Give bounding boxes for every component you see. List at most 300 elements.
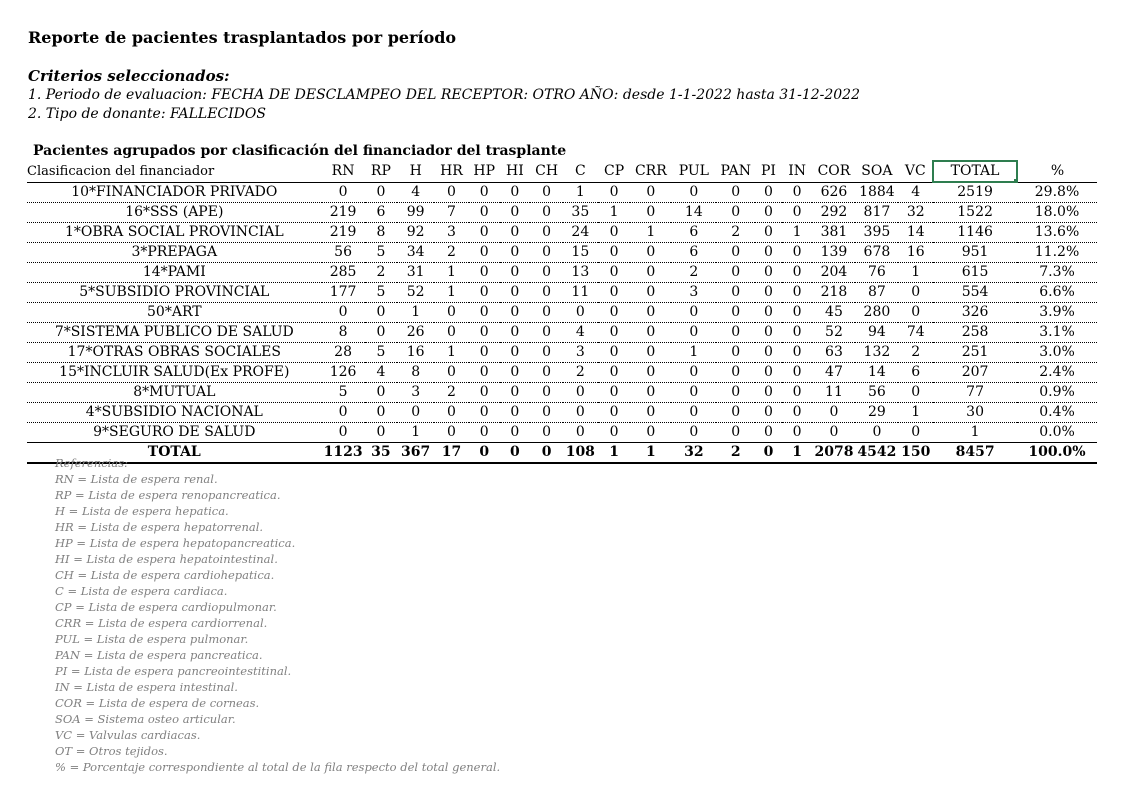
cell-ch: 0 (542, 244, 552, 260)
cell-pi: 0 (764, 304, 773, 320)
row-label: 16*SSS (APE) (125, 204, 224, 220)
reference-item: PUL = Lista de espera pulmonar. (55, 632, 249, 646)
cell-soa: 132 (863, 344, 891, 360)
cell-rp: 5 (376, 244, 386, 260)
cell-vc: 150 (901, 444, 931, 460)
cell-soa: 1884 (859, 184, 895, 200)
cell-crr: 0 (646, 204, 656, 220)
cell-cp: 0 (609, 344, 619, 360)
cell-in: 0 (792, 244, 802, 260)
cell-hr: 0 (447, 424, 456, 440)
row-label: 8*MUTUAL (133, 384, 216, 400)
cell-cor: 626 (820, 184, 848, 200)
cell-cp: 0 (609, 224, 619, 240)
cell-ch: 0 (542, 264, 552, 280)
cell-h: 31 (406, 264, 425, 280)
cell-hr: 1 (447, 344, 456, 360)
cell-cp: 0 (609, 424, 619, 440)
cell-cp: 0 (609, 384, 619, 400)
header-hr: HR (440, 162, 463, 179)
cell-cor: 0 (829, 404, 839, 420)
cell-ch: 0 (542, 424, 552, 440)
row-label: 14*PAMI (142, 264, 206, 280)
cell-h: 8 (411, 364, 421, 380)
cell-hi: 0 (510, 424, 520, 440)
cell-percent: 100.0% (1028, 444, 1086, 460)
cell-cor: 47 (825, 364, 843, 380)
cell-crr: 0 (646, 244, 656, 260)
cell-percent: 6.6% (1039, 284, 1075, 300)
cell-hi: 0 (510, 304, 520, 320)
cell-cp: 1 (609, 204, 619, 220)
cell-rn: 28 (334, 344, 352, 360)
cell-pi: 0 (764, 424, 773, 440)
cell-rp: 4 (376, 364, 386, 380)
cell-pul: 0 (689, 184, 699, 200)
cell-pul: 0 (689, 324, 699, 340)
cell-pul: 0 (689, 404, 699, 420)
reference-item: HP = Lista de espera hepatopancreatica. (55, 536, 296, 550)
cell-total: 8457 (955, 444, 995, 460)
cell-hi: 0 (510, 444, 520, 460)
row-label: 1*OBRA SOCIAL PROVINCIAL (64, 224, 284, 240)
cell-hp: 0 (479, 324, 489, 340)
table-row (27, 323, 1097, 343)
cell-soa: 4542 (857, 444, 897, 460)
cell-hi: 0 (510, 324, 520, 340)
cell-ch: 0 (542, 364, 552, 380)
reference-item: PAN = Lista de espera pancreatica. (55, 648, 263, 662)
header-cor: COR (817, 162, 851, 179)
reference-item: IN = Lista de espera intestinal. (55, 680, 238, 694)
cell-crr: 0 (646, 324, 656, 340)
cell-rn: 0 (338, 304, 348, 320)
row-label: 17*OTRAS OBRAS SOCIALES (67, 344, 281, 360)
cell-vc: 14 (906, 224, 925, 240)
cell-cp: 0 (609, 324, 619, 340)
cell-c: 24 (571, 224, 590, 240)
cell-total: 326 (961, 304, 989, 320)
cell-rn: 0 (338, 424, 348, 440)
cell-rn: 0 (338, 184, 348, 200)
table-row (27, 182, 1097, 203)
cell-hi: 0 (510, 224, 520, 240)
criteria-heading: Criterios seleccionados: (28, 67, 230, 85)
cell-hi: 0 (510, 404, 520, 420)
cell-percent: 2.4% (1039, 364, 1075, 380)
cell-soa: 76 (867, 264, 886, 280)
cell-hp: 0 (479, 364, 489, 380)
cell-c: 0 (575, 384, 585, 400)
cell-crr: 0 (646, 424, 656, 440)
header-rn: RN (331, 162, 355, 179)
cell-c: 108 (565, 444, 595, 460)
cell-pi: 0 (764, 204, 773, 220)
cell-pan: 0 (731, 264, 741, 280)
cell-rp: 0 (376, 384, 386, 400)
cell-cp: 1 (609, 444, 619, 460)
reference-item: % = Porcentaje correspondiente al total de la fila respecto del total general. (55, 760, 501, 774)
reference-item: CP = Lista de espera cardiopulmonar. (55, 600, 277, 614)
cell-hr: 2 (447, 244, 456, 260)
cell-pi: 0 (764, 324, 773, 340)
cell-total: 951 (961, 244, 989, 260)
cell-pan: 0 (731, 304, 741, 320)
reference-item: H = Lista de espera hepatica. (55, 504, 229, 518)
cell-total: 554 (961, 284, 989, 300)
cell-hp: 0 (479, 284, 489, 300)
cell-rn: 219 (329, 224, 357, 240)
cell-pi: 0 (764, 364, 773, 380)
cell-c: 0 (575, 404, 585, 420)
reference-item: OT = Otros tejidos. (55, 744, 168, 758)
cell-soa: 280 (863, 304, 891, 320)
cell-pul: 3 (689, 284, 699, 300)
cell-c: 13 (571, 264, 590, 280)
cell-cor: 0 (829, 424, 839, 440)
cell-pi: 0 (764, 224, 773, 240)
cell-pan: 0 (731, 204, 741, 220)
cell-percent: 3.0% (1039, 344, 1075, 360)
cell-pul: 14 (684, 204, 703, 220)
cell-rp: 0 (376, 404, 386, 420)
cell-hr: 0 (447, 324, 456, 340)
criteria-line-2: 2. Tipo de donante: FALLECIDOS (28, 106, 266, 122)
cell-cor: 218 (820, 284, 848, 300)
table-row (27, 403, 1097, 423)
cell-hp: 0 (479, 344, 489, 360)
cell-rp: 0 (376, 184, 386, 200)
header-soa: SOA (861, 162, 893, 179)
cell-crr: 0 (646, 364, 656, 380)
cell-pul: 0 (689, 364, 699, 380)
table-row (27, 303, 1097, 323)
cell-vc: 32 (906, 204, 925, 220)
cell-cor: 52 (825, 324, 843, 340)
cell-pul: 1 (689, 344, 699, 360)
cell-pi: 0 (763, 444, 774, 460)
cell-total: 615 (961, 264, 989, 280)
cell-rn: 177 (329, 284, 357, 300)
reference-item: HI = Lista de espera hepatointestinal. (55, 552, 278, 566)
cell-hi: 0 (510, 204, 520, 220)
cell-hi: 0 (510, 344, 520, 360)
cell-percent: 7.3% (1039, 264, 1075, 280)
cell-soa: 87 (867, 284, 886, 300)
cell-pan: 2 (731, 224, 741, 240)
cell-total: 207 (961, 364, 989, 380)
cell-in: 0 (792, 204, 802, 220)
cell-crr: 0 (646, 264, 656, 280)
cell-percent: 11.2% (1034, 244, 1080, 260)
cell-hr: 1 (447, 264, 456, 280)
cell-cp: 0 (609, 184, 619, 200)
cell-hr: 7 (447, 204, 456, 220)
cell-hp: 0 (479, 444, 490, 460)
cell-percent: 0.9% (1039, 384, 1075, 400)
table-row (27, 343, 1097, 363)
cell-soa: 817 (863, 204, 891, 220)
cell-rn: 1123 (323, 444, 363, 460)
cell-cor: 2078 (814, 444, 854, 460)
cell-vc: 4 (911, 184, 921, 200)
cell-hr: 0 (447, 304, 456, 320)
cell-hi: 0 (510, 384, 520, 400)
cell-h: 34 (406, 244, 425, 260)
cell-pan: 0 (731, 344, 741, 360)
cell-hp: 0 (479, 204, 489, 220)
report-title: Reporte de pacientes trasplantados por período (28, 28, 457, 47)
cell-cor: 11 (825, 384, 843, 400)
reference-item: VC = Valvulas cardiacas. (55, 728, 201, 742)
row-label: 9*SEGURO DE SALUD (93, 424, 256, 440)
cell-cp: 0 (609, 404, 619, 420)
cell-vc: 6 (911, 364, 921, 380)
cell-hp: 0 (479, 184, 489, 200)
cell-total: 1 (970, 424, 980, 440)
cell-in: 0 (792, 284, 802, 300)
cell-in: 0 (792, 424, 802, 440)
cell-ch: 0 (542, 384, 552, 400)
cell-crr: 0 (646, 304, 656, 320)
cell-rp: 0 (376, 424, 386, 440)
row-label: 4*SUBSIDIO NACIONAL (85, 404, 263, 420)
cell-percent: 29.8% (1034, 184, 1080, 200)
cell-percent: 3.9% (1039, 304, 1075, 320)
cell-pul: 0 (689, 384, 699, 400)
cell-cp: 0 (609, 264, 619, 280)
cell-pan: 0 (731, 244, 741, 260)
cell-rp: 6 (376, 204, 386, 220)
cell-pul: 6 (689, 244, 699, 260)
cell-c: 15 (571, 244, 590, 260)
cell-hp: 0 (479, 244, 489, 260)
reference-item: CH = Lista de espera cardiohepatica. (55, 568, 275, 582)
cell-hi: 0 (510, 284, 520, 300)
cell-pul: 32 (684, 444, 704, 460)
cell-c: 0 (575, 424, 585, 440)
cell-h: 92 (406, 224, 425, 240)
cell-hr: 17 (441, 444, 462, 460)
header-vc: VC (904, 162, 926, 179)
cell-percent: 18.0% (1034, 204, 1080, 220)
reference-item: PI = Lista de espera pancreointestitinal. (55, 664, 292, 678)
table-header-row (27, 161, 1097, 182)
header-crr: CRR (634, 162, 667, 179)
table-row (27, 243, 1097, 263)
cell-rn: 219 (329, 204, 357, 220)
cell-rp: 0 (376, 324, 386, 340)
cell-vc: 0 (911, 284, 921, 300)
table-row (27, 363, 1097, 383)
cell-rp: 5 (376, 344, 386, 360)
cell-pi: 0 (764, 184, 773, 200)
cell-crr: 1 (646, 224, 656, 240)
cell-total: 251 (961, 344, 989, 360)
criteria-line-1: 1. Periodo de evaluacion: FECHA DE DESCLAMPEO DEL RECEPTOR: OTRO AÑO: desde 1-1-2022 hasta 31-12-2022 (28, 87, 860, 103)
cell-pul: 0 (689, 424, 699, 440)
cell-in: 1 (792, 444, 802, 460)
cell-pul: 2 (689, 264, 699, 280)
cell-h: 367 (401, 444, 431, 460)
header-cp: CP (603, 162, 625, 179)
header-c: C (574, 162, 586, 179)
cell-rp: 35 (371, 444, 391, 460)
cell-pi: 0 (764, 404, 773, 420)
cell-ch: 0 (542, 184, 552, 200)
cell-hi: 0 (510, 184, 520, 200)
cell-ch: 0 (542, 224, 552, 240)
cell-vc: 2 (911, 344, 921, 360)
row-label: 3*PREPAGA (131, 244, 218, 260)
row-label: 5*SUBSIDIO PROVINCIAL (79, 284, 270, 300)
cell-h: 1 (411, 424, 421, 440)
cell-in: 0 (792, 324, 802, 340)
report-table (27, 160, 1097, 464)
cell-h: 16 (406, 344, 425, 360)
cell-in: 0 (792, 184, 802, 200)
cell-total: 258 (961, 324, 989, 340)
cell-rn: 285 (329, 264, 357, 280)
cell-pi: 0 (764, 244, 773, 260)
cell-h: 1 (411, 304, 421, 320)
header-total-selected-cell[interactable]: TOTAL (933, 161, 1017, 182)
cell-pan: 0 (731, 284, 741, 300)
cell-cor: 139 (820, 244, 848, 260)
cell-pan: 0 (731, 364, 741, 380)
reference-item: CRR = Lista de espera cardiorrenal. (55, 616, 268, 630)
cell-rn: 8 (338, 324, 348, 340)
cell-crr: 0 (646, 284, 656, 300)
references-legend (55, 455, 500, 775)
cell-soa: 94 (867, 324, 886, 340)
cell-rp: 0 (376, 304, 386, 320)
cell-c: 35 (571, 204, 590, 220)
cell-rn: 126 (329, 364, 357, 380)
cell-cp: 0 (609, 304, 619, 320)
cell-pi: 0 (764, 284, 773, 300)
header-rp: RP (370, 162, 391, 179)
table-row (27, 223, 1097, 243)
cell-rp: 5 (376, 284, 386, 300)
cell-hp: 0 (479, 264, 489, 280)
cell-vc: 0 (911, 384, 921, 400)
cell-soa: 14 (867, 364, 886, 380)
cell-h: 3 (411, 384, 421, 400)
cell-pi: 0 (764, 264, 773, 280)
header-pi: PI (761, 162, 776, 179)
reference-item: HR = Lista de espera hepatorrenal. (55, 520, 264, 534)
cell-h: 0 (411, 404, 421, 420)
cell-cp: 0 (609, 244, 619, 260)
cell-crr: 0 (646, 184, 656, 200)
cell-soa: 56 (867, 384, 886, 400)
cell-in: 0 (792, 304, 802, 320)
cell-hr: 0 (447, 364, 456, 380)
table-subtitle: Pacientes agrupados por clasificación del financiador del trasplante (33, 143, 567, 159)
cell-hr: 0 (447, 184, 456, 200)
cell-ch: 0 (542, 204, 552, 220)
cell-hr: 3 (447, 224, 456, 240)
cell-pul: 6 (689, 224, 699, 240)
cell-ch: 0 (542, 304, 552, 320)
cell-c: 0 (575, 304, 585, 320)
cell-hi: 0 (510, 244, 520, 260)
row-label: 7*SISTEMA PUBLICO DE SALUD (54, 324, 294, 340)
table-row (27, 263, 1097, 283)
cell-soa: 0 (872, 424, 882, 440)
cell-h: 99 (406, 204, 425, 220)
cell-total: 1522 (957, 204, 993, 220)
header-pul: PUL (678, 162, 709, 179)
cell-hp: 0 (479, 404, 489, 420)
cell-ch: 0 (542, 284, 552, 300)
cell-cor: 292 (820, 204, 848, 220)
cell-total: 2519 (957, 184, 993, 200)
table-row (27, 283, 1097, 303)
cell-cor: 63 (825, 344, 843, 360)
row-label: 50*ART (147, 304, 202, 320)
cell-pan: 0 (731, 324, 741, 340)
cell-cor: 45 (825, 304, 843, 320)
cell-percent: 0.0% (1039, 424, 1075, 440)
header-percent: % (1050, 162, 1065, 179)
cell-hr: 1 (447, 284, 456, 300)
cell-cor: 381 (820, 224, 848, 240)
cell-rp: 8 (376, 224, 386, 240)
cell-crr: 0 (646, 344, 656, 360)
cell-pul: 0 (689, 304, 699, 320)
reference-item: C = Lista de espera cardiaca. (55, 584, 228, 598)
header-in: IN (788, 162, 807, 179)
cell-total: 30 (966, 404, 984, 420)
reference-item: COR = Lista de espera de corneas. (55, 696, 260, 710)
references-heading: Referencias: (55, 456, 128, 470)
cell-pan: 0 (731, 184, 741, 200)
header-label: Clasificacion del financiador (27, 163, 215, 179)
row-label: 10*FINANCIADOR PRIVADO (71, 184, 278, 200)
cell-hi: 0 (510, 364, 520, 380)
cell-vc: 74 (906, 324, 925, 340)
cell-hp: 0 (479, 424, 489, 440)
cell-soa: 395 (863, 224, 891, 240)
cell-in: 0 (792, 344, 802, 360)
cell-vc: 1 (911, 264, 921, 280)
cell-hr: 0 (447, 404, 456, 420)
cell-in: 0 (792, 404, 802, 420)
reference-item: RP = Lista de espera renopancreatica. (55, 488, 281, 502)
cell-crr: 0 (646, 404, 656, 420)
cell-h: 52 (406, 284, 425, 300)
cell-hr: 2 (447, 384, 456, 400)
reference-item: SOA = Sistema osteo articular. (55, 712, 236, 726)
cell-cp: 0 (609, 364, 619, 380)
cell-h: 4 (411, 184, 421, 200)
cell-percent: 3.1% (1039, 324, 1075, 340)
cell-rn: 5 (338, 384, 348, 400)
cell-crr: 0 (646, 384, 656, 400)
cell-pan: 0 (731, 404, 741, 420)
cell-pi: 0 (764, 344, 773, 360)
row-label: TOTAL (147, 444, 201, 460)
cell-pan: 2 (730, 444, 741, 460)
cell-h: 26 (406, 324, 425, 340)
cell-ch: 0 (542, 324, 552, 340)
cell-vc: 0 (911, 304, 921, 320)
header-h: H (409, 162, 422, 179)
cell-hp: 0 (479, 384, 489, 400)
cell-in: 1 (792, 224, 802, 240)
